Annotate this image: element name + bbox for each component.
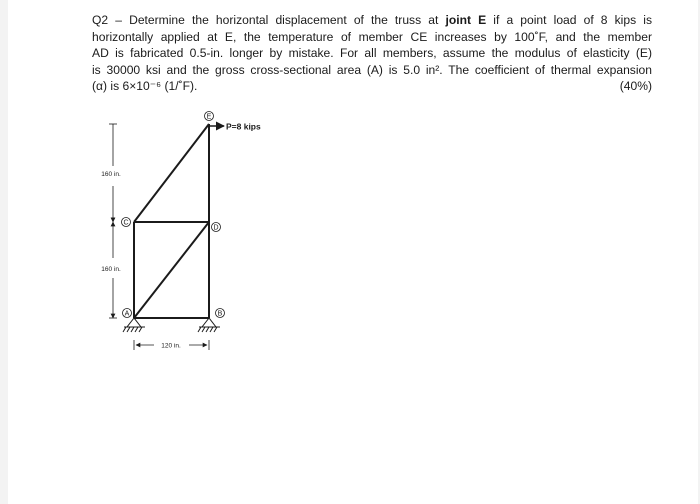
emphasis-joint-e: joint E (445, 13, 487, 27)
dimension-lower-label: 160 in. (101, 266, 121, 273)
node-d-label: D (213, 224, 219, 232)
vertical-dimension (109, 124, 117, 318)
member-ad (134, 222, 209, 318)
node-c-label: C (123, 219, 129, 227)
pin-support-b (198, 318, 220, 332)
node-b-label: B (217, 310, 223, 318)
problem-line-3: AD is fabricated 0.5-in. longer by mistake. For all members, assume the modulus of elasticity (E) (92, 46, 652, 61)
pin-support-a (123, 318, 145, 332)
points-percentage: (40%) (619, 79, 652, 94)
thermal-coefficient-text: (α) is 6×10⁻⁶ (1/˚F). (92, 79, 198, 94)
node-a-label: A (124, 310, 130, 318)
truss-members (134, 124, 209, 318)
load-label: P=8 kips (226, 121, 261, 132)
dimension-width-label: 120 in. (161, 342, 181, 350)
problem-line-2: horizontally applied at E, the temperature of member CE increases by 100˚F, and the member (92, 29, 652, 44)
problem-line-1: Q2 – Determine the horizontal displacement of the truss at joint E if a point load of 8 kips is (92, 13, 652, 27)
problem-line-4: is 30000 ksi and the gross cross-sectional area (A) is 5.0 in². The coefficient of thermal expansion (92, 62, 652, 77)
dimension-upper-label: 160 in. (101, 171, 121, 178)
node-e-label: E (206, 113, 212, 121)
member-ce (134, 124, 209, 222)
